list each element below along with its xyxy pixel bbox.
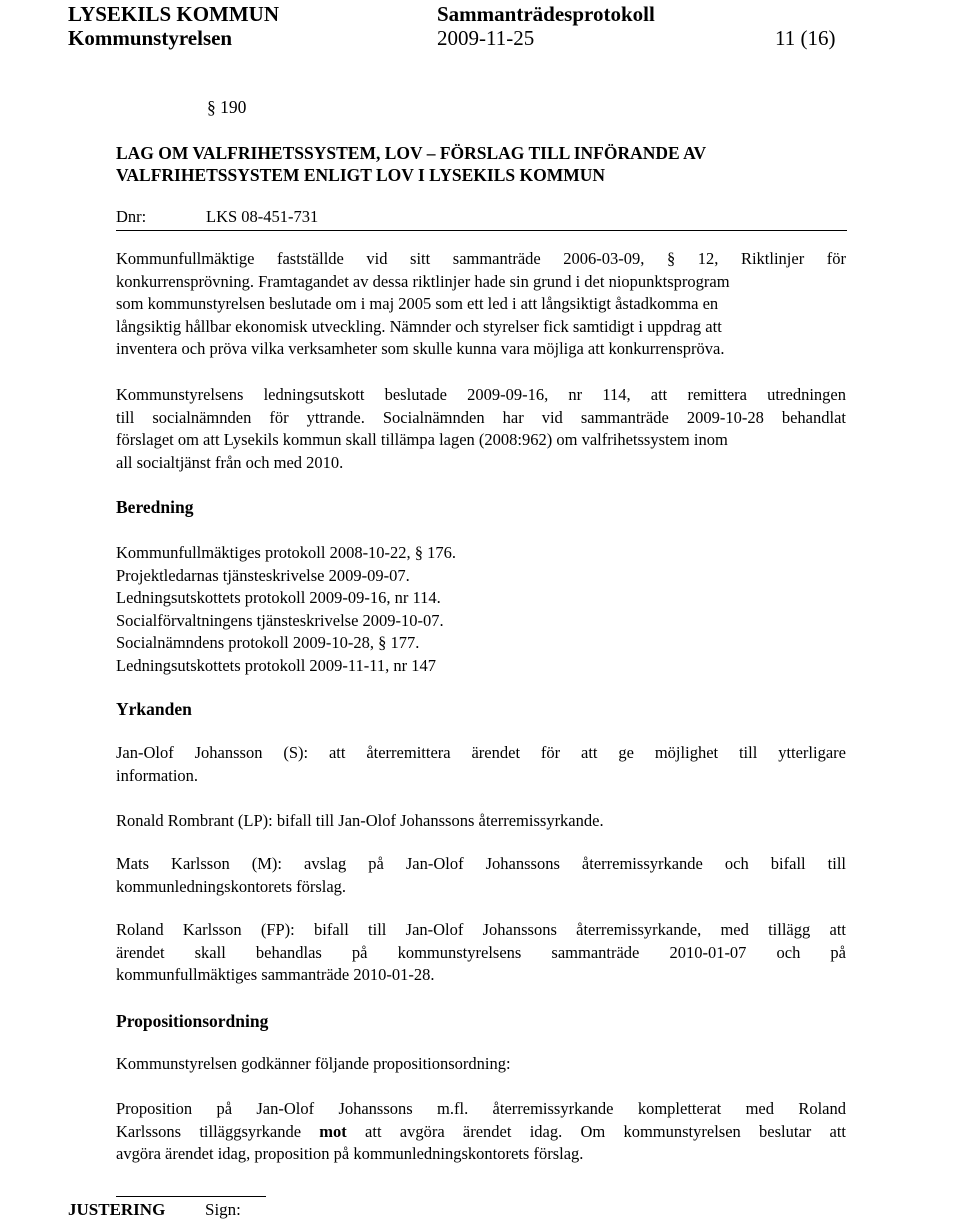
dnr-label: Dnr: [116,207,147,226]
text-line [116,1121,846,1144]
referral-paragraph [116,384,846,474]
section-title [116,142,706,186]
text-line: förslaget om att Lysekils kommun skall tillämpa lagen (2008:962) om valfrihetssystem inom [116,430,728,449]
footer-rule [116,1196,266,1197]
text-line: information. [116,765,199,785]
justering-label: JUSTERING [68,1200,166,1219]
paragraph-number: § 190 [207,97,247,117]
text-line: Jan-Olof Johansson (S): att återremittera ärendet för att ge möjlighet till ytterligare [116,743,846,762]
text-line: Ronald Rombrant (LP): bifall till Jan-Olof Johanssons återremissyrkande. [116,811,604,830]
text-line: kommunfullmäktiges sammanträde 2010-01-28. [116,965,435,984]
list-item: Socialförvaltningens tjänsteskrivelse 2009-10-07. [116,610,444,630]
yrkande-johansson [116,742,846,787]
proposition-paragraph [116,1098,846,1166]
section-title-line: VALFRIHETSSYSTEM ENLIGT LOV I LYSEKILS KOMMUN [116,165,606,185]
text-line: Mats Karlsson (M): avslag på Jan-Olof Johanssons återremissyrkande och bifall till [116,854,846,873]
text-line: Proposition på Jan-Olof Johanssons m.fl. återremissyrkande kompletterat med Roland [116,1099,846,1118]
text-line: Roland Karlsson (FP): bifall till Jan-Olof Johanssons återremissyrkande, med tillägg att [116,920,846,939]
text-line: inventera och pröva vilka verksamheter som skulle kunna vara möjliga att konkurrenspröva. [116,339,725,358]
dnr-underline [116,230,847,231]
text-line: långsiktig hållbar ekonomisk utveckling. Nämnder och styrelser fick samtidigt i uppdrag att [116,316,722,336]
text-line: till socialnämnden för yttrande. Socialnämnden har vid sammanträde 2009-10-28 behandlat [116,407,846,427]
propositionsordning-heading: Propositionsordning [116,1011,269,1031]
text-line: Kommunstyrelsens ledningsutskott beslutade 2009-09-16, nr 114, att remittera utredningen [116,385,846,404]
yrkande-rombrant [116,810,846,833]
list-item: Ledningsutskottets protokoll 2009-11-11, nr 147 [116,655,437,675]
text-line: ärendet skall behandlas på kommunstyrelsens sammanträde 2010-01-07 och på [116,942,846,962]
propositionsordning-intro [116,1053,846,1076]
text-segment: att avgöra ärendet idag. Om kommunstyrelsen beslutar att [346,1121,846,1141]
yrkande-roland-karlsson [116,919,846,987]
list-item: Kommunfullmäktiges protokoll 2008-10-22, § 176. [116,543,457,562]
text-segment: Karlssons tilläggsyrkande [116,1121,320,1141]
section-title-line: LAG OM VALFRIHETSSYSTEM, LOV – FÖRSLAG TILL INFÖRANDE AV [116,143,707,163]
committee-name: Kommunstyrelsen [68,26,233,50]
sign-label: Sign: [205,1200,241,1219]
yrkande-mats-karlsson [116,853,846,898]
beredning-list [116,542,846,677]
beredning-heading: Beredning [116,497,194,517]
text-line: Kommunstyrelsen godkänner följande propositionsordning: [116,1054,511,1073]
text-line: som kommunstyrelsen beslutade om i maj 2005 som ett led i att långsiktigt åstadkomma en [116,294,719,313]
bold-word: mot [319,1121,347,1141]
text-line: Kommunfullmäktige fastställde vid sitt sammanträde 2006-03-09, § 12, Riktlinjer för [116,249,846,268]
list-item: Socialnämndens protokoll 2009-10-28, § 177. [116,633,420,652]
text-line: kommunledningskontorets förslag. [116,876,347,896]
list-item: Projektledarnas tjänsteskrivelse 2009-09-07. [116,565,410,585]
text-line: all socialtjänst från och med 2010. [116,452,344,472]
intro-paragraph [116,248,846,361]
meeting-date: 2009-11-25 [437,26,535,50]
text-line: avgöra ärendet idag, proposition på kommunledningskontorets förslag. [116,1144,584,1163]
page-number: 11 (16) [775,26,836,50]
text-line: konkurrensprövning. Framtagandet av dessa riktlinjer hade sin grund i det niopunktsprogram [116,271,730,291]
list-item: Ledningsutskottets protokoll 2009-09-16, nr 114. [116,588,441,607]
municipality-name: LYSEKILS KOMMUN [68,2,280,26]
document-type: Sammanträdesprotokoll [437,2,655,26]
yrkanden-heading: Yrkanden [116,699,192,719]
dnr-value: LKS 08-451-731 [206,207,319,226]
